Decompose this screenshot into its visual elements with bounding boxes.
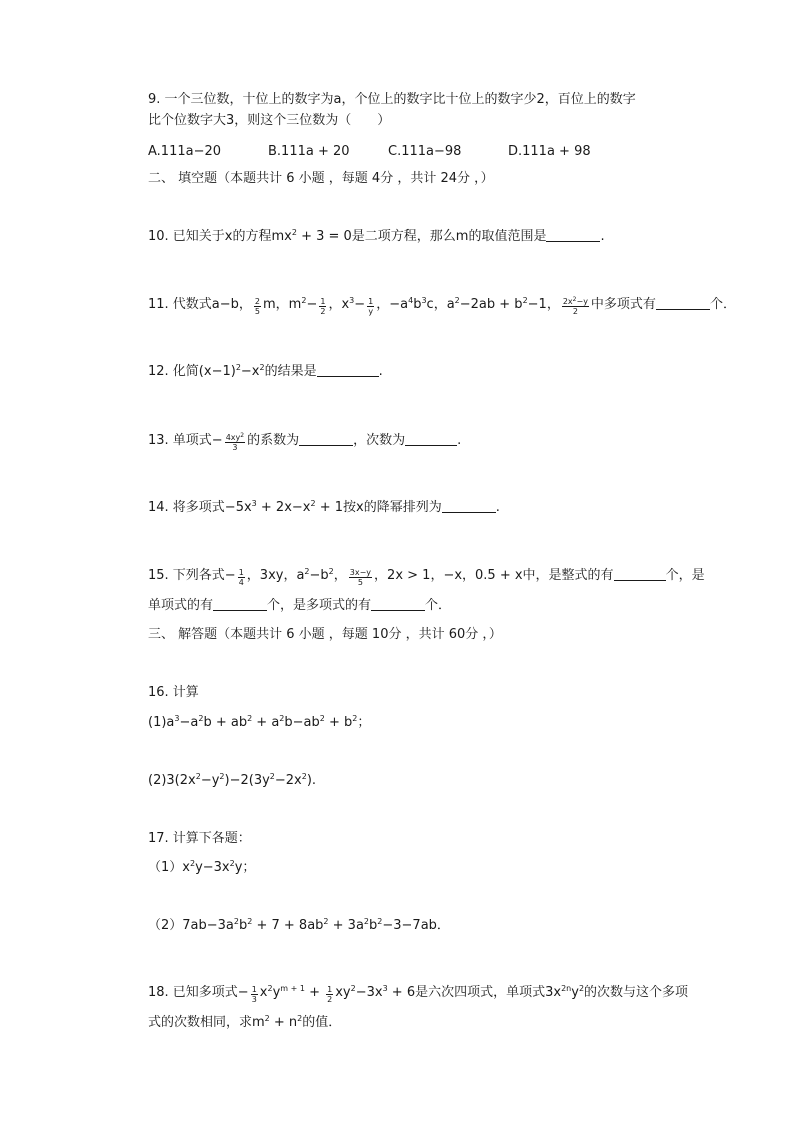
fraction-3x-y-5: $\frac{3x-y}{5}$ [349, 568, 372, 587]
fraction-1-y: $\frac{1}{y}$ [368, 297, 374, 316]
q10: 10. 已知关于x的方程$mx^2 + 3 = 0$是二项方程，那么m的取值范围是 . [148, 228, 605, 244]
fraction-1-2: $\frac{1}{2}$ [320, 297, 326, 316]
q15-line2: 单项式的有 个，是多项式的有 个． [148, 598, 452, 613]
q17-part1: $(1)x^2y-3x^2y$； [148, 859, 256, 875]
q9-option-a: A.111a−20 [148, 144, 222, 159]
q13-degree-blank[interactable] [405, 433, 457, 446]
q14: 14. 将多项式$-5x^3 + 2x-x^2 + 1$按x的降幂排列为 . [148, 499, 500, 515]
q9-option-c: C.111a−98 [388, 144, 462, 159]
section2-heading: 二、 填空题（本题共计 6 小题 ，每题 4分 ，共计 24分 ，） [148, 171, 494, 186]
q13: 13. 单项式− $\frac{4xy^2}{3}$ 的系数为 ，次数为 . [148, 432, 462, 452]
q12-answer-blank[interactable] [317, 364, 379, 377]
fraction-2-5: $\frac{2}{5}$ [254, 297, 261, 316]
q15-polynomial-blank[interactable] [371, 598, 425, 611]
q15-monomial-blank[interactable] [213, 598, 267, 611]
fraction-1-4: $\frac{1}{4}$ [238, 568, 244, 587]
q17-part2: $(2)7ab-3a^2b^2 + 7 + 8ab^2 + 3a^2b^2-3-7ab$． [148, 917, 450, 933]
q9-option-d: D.111a + 98 [508, 144, 591, 159]
q9-option-b: B.111a + 20 [268, 144, 350, 159]
q16-title: 16. 计算 [148, 685, 199, 700]
fraction-1-3: $\frac{1}{3}$ [251, 985, 257, 1004]
fraction-2x2-y-2: $\frac{2x^2-y}{2}$ [562, 296, 588, 316]
section3-heading: 三、 解答题（本题共计 6 小题 ，每题 10分 ，共计 60分 ，） [148, 627, 502, 642]
q11: 11. 代数式a−b， $\frac{2}{5}$ m，$m^2-$ $\frac{1}{2}$ ，$x^3-$ $\frac{1}{y}$ ，$-a^4b^3c$，$a^2-2ab + b^2-1$， $\frac{2x^2-y}{2}$ 中多项式有 个． [148, 296, 736, 316]
q11-answer-blank[interactable] [656, 297, 710, 310]
q14-answer-blank[interactable] [442, 500, 496, 513]
q13-coefficient-blank[interactable] [299, 433, 353, 446]
q18-line2: 式的次数相同，求$m^2 + n^2$的值． [148, 1014, 342, 1030]
q16-part1: $(1)a^3-a^2b + ab^2 + a^2b-ab^2 + b^2$； [148, 714, 371, 730]
q9-line1: 9. 一个三位数，十位上的数字为a，个位上的数字比十位上的数字少2，百位上的数字 [148, 92, 636, 107]
q15-integral-blank[interactable] [614, 568, 666, 581]
q17-title: 17. 计算下各题： [148, 831, 251, 846]
q18-line1: 18. 已知多项式− $\frac{1}{3}$ $x^2y^{m + 1}$ + $\frac{1}{2}$ $xy^2-3x^3 + 6$是六次四项式，单项式$3x^{2n}y^2$的次数与这个多项 [148, 984, 689, 1004]
q10-answer-blank[interactable] [546, 229, 600, 242]
fraction-4xy2-3: $\frac{4xy^2}{3}$ [225, 432, 245, 452]
q16-part2: $(2)3(2x^2-y^2)-2(3y^2-2x^2)$. [148, 772, 317, 788]
q9-line2: 比个位数字大3，则这个三位数为（ ） [148, 113, 391, 128]
fraction-1-2-b: $\frac{1}{2}$ [327, 985, 333, 1004]
q12: 12. 化简$(x-1)^2-x^2$的结果是 . [148, 363, 383, 379]
q15-line1: 15. 下列各式− $\frac{1}{4}$ ，3xy，$a^2-b^2$， $\frac{3x-y}{5}$ ，2x > 1，−x，0.5 + x中，是整式的有 个，是 [148, 567, 705, 587]
